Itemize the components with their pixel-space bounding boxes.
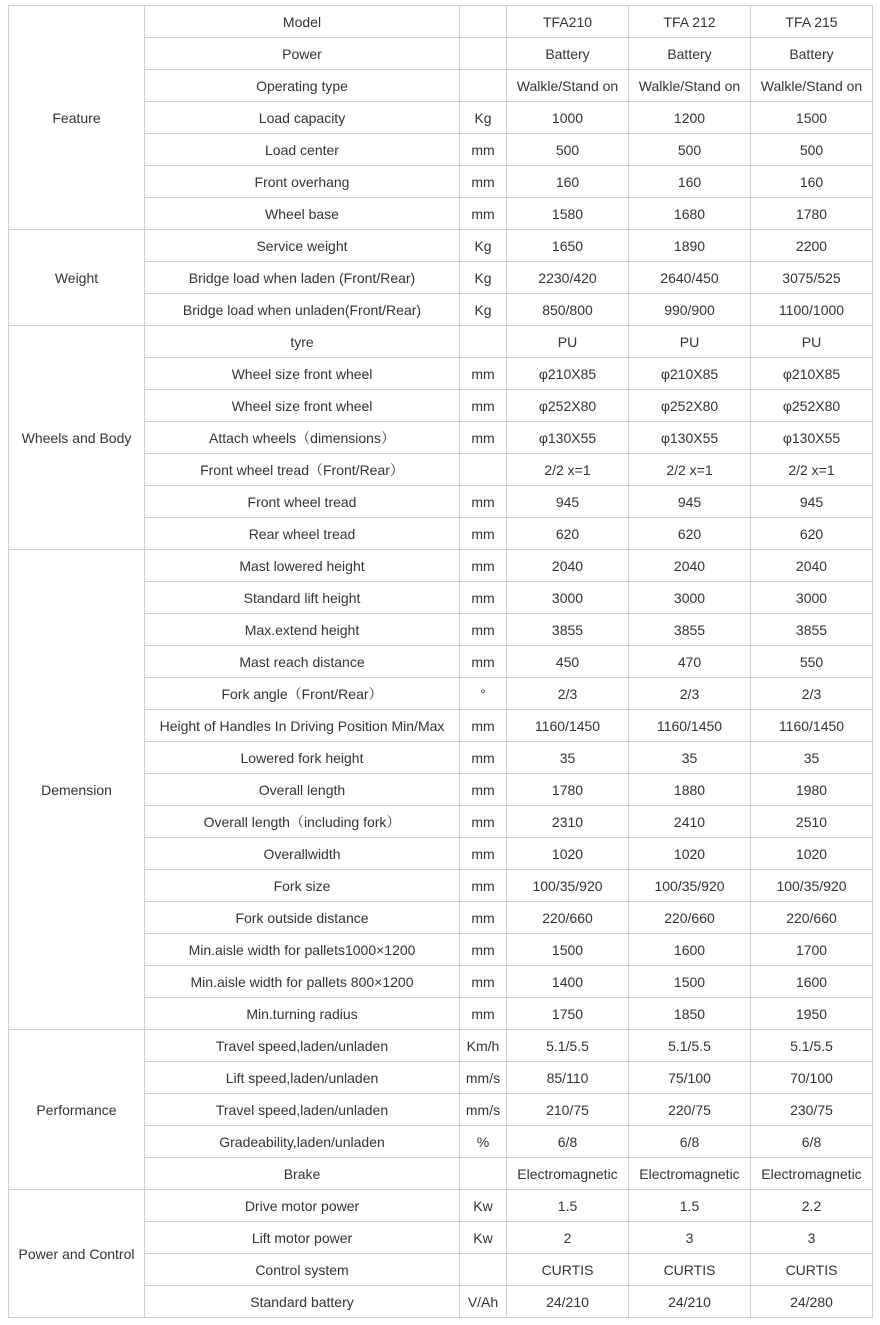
spec-value: Battery bbox=[507, 38, 629, 70]
spec-value: 945 bbox=[629, 486, 751, 518]
spec-value: 1600 bbox=[629, 934, 751, 966]
spec-value: 1780 bbox=[507, 774, 629, 806]
spec-value: 2/2 x=1 bbox=[629, 454, 751, 486]
spec-table-body bbox=[9, 6, 873, 1318]
spec-value: 1850 bbox=[629, 998, 751, 1030]
spec-unit: mm bbox=[460, 198, 507, 230]
spec-value: 24/280 bbox=[751, 1286, 873, 1318]
spec-value: Electromagnetic bbox=[751, 1158, 873, 1190]
spec-value: 1890 bbox=[629, 230, 751, 262]
spec-name: Service weight bbox=[145, 230, 460, 262]
table-row bbox=[9, 1030, 873, 1062]
spec-value: 2040 bbox=[629, 550, 751, 582]
spec-value: 2640/450 bbox=[629, 262, 751, 294]
spec-value: 1500 bbox=[629, 966, 751, 998]
spec-value: 2040 bbox=[751, 550, 873, 582]
spec-value: 1580 bbox=[507, 198, 629, 230]
spec-value: 620 bbox=[507, 518, 629, 550]
spec-value: 220/75 bbox=[629, 1094, 751, 1126]
spec-value: 2 bbox=[507, 1222, 629, 1254]
spec-name: Overallwidth bbox=[145, 838, 460, 870]
spec-value: PU bbox=[751, 326, 873, 358]
spec-unit: Kw bbox=[460, 1190, 507, 1222]
spec-name: Load capacity bbox=[145, 102, 460, 134]
spec-value: 220/660 bbox=[507, 902, 629, 934]
spec-name: Operating type bbox=[145, 70, 460, 102]
spec-value: 24/210 bbox=[629, 1286, 751, 1318]
spec-name: Height of Handles In Driving Position Min/Max bbox=[145, 710, 460, 742]
spec-unit: mm bbox=[460, 486, 507, 518]
spec-unit: mm bbox=[460, 390, 507, 422]
spec-unit: mm bbox=[460, 966, 507, 998]
spec-value: 1.5 bbox=[629, 1190, 751, 1222]
spec-name: Fork size bbox=[145, 870, 460, 902]
spec-value: 220/660 bbox=[629, 902, 751, 934]
spec-name: Mast lowered height bbox=[145, 550, 460, 582]
spec-value: 1980 bbox=[751, 774, 873, 806]
spec-unit bbox=[460, 38, 507, 70]
spec-value: 3855 bbox=[507, 614, 629, 646]
spec-name: tyre bbox=[145, 326, 460, 358]
group-label: Feature bbox=[9, 6, 145, 230]
spec-name: Overall length bbox=[145, 774, 460, 806]
group-label: Wheels and Body bbox=[9, 326, 145, 550]
spec-value: PU bbox=[507, 326, 629, 358]
spec-value: 160 bbox=[507, 166, 629, 198]
spec-value: 3855 bbox=[629, 614, 751, 646]
spec-name: Lift motor power bbox=[145, 1222, 460, 1254]
spec-unit: mm bbox=[460, 518, 507, 550]
spec-unit: Kg bbox=[460, 294, 507, 326]
spec-name: Min.turning radius bbox=[145, 998, 460, 1030]
spec-value: CURTIS bbox=[507, 1254, 629, 1286]
table-row bbox=[9, 550, 873, 582]
spec-value: 1880 bbox=[629, 774, 751, 806]
spec-unit: mm bbox=[460, 774, 507, 806]
spec-unit: Kw bbox=[460, 1222, 507, 1254]
spec-value: 1500 bbox=[751, 102, 873, 134]
spec-name: Brake bbox=[145, 1158, 460, 1190]
spec-value: 620 bbox=[629, 518, 751, 550]
spec-unit: mm bbox=[460, 934, 507, 966]
spec-value: PU bbox=[629, 326, 751, 358]
spec-value: Electromagnetic bbox=[629, 1158, 751, 1190]
group-label: Demension bbox=[9, 550, 145, 1030]
spec-value: 6/8 bbox=[507, 1126, 629, 1158]
spec-value: 550 bbox=[751, 646, 873, 678]
spec-value: 450 bbox=[507, 646, 629, 678]
spec-value: 1160/1450 bbox=[751, 710, 873, 742]
spec-unit: Kg bbox=[460, 230, 507, 262]
spec-value: CURTIS bbox=[751, 1254, 873, 1286]
spec-name: Bridge load when laden (Front/Rear) bbox=[145, 262, 460, 294]
spec-value: 1020 bbox=[629, 838, 751, 870]
spec-value: 1400 bbox=[507, 966, 629, 998]
spec-name: Power bbox=[145, 38, 460, 70]
spec-unit: Kg bbox=[460, 102, 507, 134]
spec-value: TFA 212 bbox=[629, 6, 751, 38]
spec-value: 2/3 bbox=[751, 678, 873, 710]
spec-name: Travel speed,laden/unladen bbox=[145, 1094, 460, 1126]
spec-unit: Kg bbox=[460, 262, 507, 294]
spec-unit: mm bbox=[460, 838, 507, 870]
spec-value: 3000 bbox=[507, 582, 629, 614]
spec-name: Gradeability,laden/unladen bbox=[145, 1126, 460, 1158]
spec-name: Wheel size front wheel bbox=[145, 358, 460, 390]
spec-name: Bridge load when unladen(Front/Rear) bbox=[145, 294, 460, 326]
spec-value: 620 bbox=[751, 518, 873, 550]
table-row bbox=[9, 6, 873, 38]
spec-name: Load center bbox=[145, 134, 460, 166]
spec-value: 1700 bbox=[751, 934, 873, 966]
spec-name: Control system bbox=[145, 1254, 460, 1286]
spec-value: 850/800 bbox=[507, 294, 629, 326]
spec-unit: mm bbox=[460, 614, 507, 646]
spec-name: Lowered fork height bbox=[145, 742, 460, 774]
spec-value: φ210X85 bbox=[629, 358, 751, 390]
spec-name: Lift speed,laden/unladen bbox=[145, 1062, 460, 1094]
spec-value: TFA210 bbox=[507, 6, 629, 38]
spec-unit: mm bbox=[460, 742, 507, 774]
spec-value: 6/8 bbox=[629, 1126, 751, 1158]
spec-value: 1000 bbox=[507, 102, 629, 134]
spec-unit bbox=[460, 70, 507, 102]
spec-unit bbox=[460, 454, 507, 486]
spec-value: Battery bbox=[629, 38, 751, 70]
spec-unit: mm bbox=[460, 582, 507, 614]
spec-name: Max.extend height bbox=[145, 614, 460, 646]
spec-value: 220/660 bbox=[751, 902, 873, 934]
spec-name: Standard lift height bbox=[145, 582, 460, 614]
spec-unit: mm bbox=[460, 806, 507, 838]
group-label: Power and Control bbox=[9, 1190, 145, 1318]
spec-unit: mm/s bbox=[460, 1094, 507, 1126]
spec-value: 3000 bbox=[751, 582, 873, 614]
spec-value: 470 bbox=[629, 646, 751, 678]
spec-value: 2410 bbox=[629, 806, 751, 838]
spec-unit bbox=[460, 6, 507, 38]
spec-value: 100/35/920 bbox=[629, 870, 751, 902]
spec-value: 500 bbox=[507, 134, 629, 166]
spec-value: Electromagnetic bbox=[507, 1158, 629, 1190]
spec-name: Drive motor power bbox=[145, 1190, 460, 1222]
spec-name: Front wheel tread bbox=[145, 486, 460, 518]
spec-value: φ130X55 bbox=[629, 422, 751, 454]
spec-value: TFA 215 bbox=[751, 6, 873, 38]
spec-value: 35 bbox=[629, 742, 751, 774]
spec-value: 1020 bbox=[507, 838, 629, 870]
spec-value: 2310 bbox=[507, 806, 629, 838]
spec-name: Mast reach distance bbox=[145, 646, 460, 678]
spec-value: 1160/1450 bbox=[629, 710, 751, 742]
spec-value: 3075/525 bbox=[751, 262, 873, 294]
spec-value: 70/100 bbox=[751, 1062, 873, 1094]
spec-value: 1500 bbox=[507, 934, 629, 966]
spec-value: Battery bbox=[751, 38, 873, 70]
spec-value: 500 bbox=[751, 134, 873, 166]
spec-value: 1200 bbox=[629, 102, 751, 134]
spec-unit: mm/s bbox=[460, 1062, 507, 1094]
spec-value: 100/35/920 bbox=[751, 870, 873, 902]
spec-unit: mm bbox=[460, 902, 507, 934]
spec-value: 1750 bbox=[507, 998, 629, 1030]
spec-value: 1680 bbox=[629, 198, 751, 230]
spec-value: 990/900 bbox=[629, 294, 751, 326]
spec-unit: Km/h bbox=[460, 1030, 507, 1062]
spec-name: Travel speed,laden/unladen bbox=[145, 1030, 460, 1062]
spec-value: 160 bbox=[751, 166, 873, 198]
spec-value: Walkle/Stand on bbox=[751, 70, 873, 102]
spec-unit: mm bbox=[460, 870, 507, 902]
spec-value: 2.2 bbox=[751, 1190, 873, 1222]
spec-value: 2510 bbox=[751, 806, 873, 838]
spec-name: Fork outside distance bbox=[145, 902, 460, 934]
spec-value: 945 bbox=[507, 486, 629, 518]
spec-value: 5.1/5.5 bbox=[629, 1030, 751, 1062]
group-label: Weight bbox=[9, 230, 145, 326]
spec-unit: mm bbox=[460, 358, 507, 390]
group-label: Performance bbox=[9, 1030, 145, 1190]
spec-value: 24/210 bbox=[507, 1286, 629, 1318]
spec-value: 5.1/5.5 bbox=[751, 1030, 873, 1062]
spec-value: 3 bbox=[629, 1222, 751, 1254]
spec-value: 945 bbox=[751, 486, 873, 518]
spec-unit bbox=[460, 1254, 507, 1286]
spec-value: 75/100 bbox=[629, 1062, 751, 1094]
spec-value: 1650 bbox=[507, 230, 629, 262]
spec-value: 2230/420 bbox=[507, 262, 629, 294]
spec-name: Rear wheel tread bbox=[145, 518, 460, 550]
spec-name: Attach wheels（dimensions） bbox=[145, 422, 460, 454]
spec-value: 5.1/5.5 bbox=[507, 1030, 629, 1062]
spec-value: Walkle/Stand on bbox=[629, 70, 751, 102]
spec-value: Walkle/Stand on bbox=[507, 70, 629, 102]
spec-value: 3000 bbox=[629, 582, 751, 614]
spec-unit: mm bbox=[460, 998, 507, 1030]
spec-value: φ130X55 bbox=[751, 422, 873, 454]
spec-value: 2/3 bbox=[629, 678, 751, 710]
spec-value: 3 bbox=[751, 1222, 873, 1254]
spec-value: 210/75 bbox=[507, 1094, 629, 1126]
spec-value: 3855 bbox=[751, 614, 873, 646]
spec-value: 2040 bbox=[507, 550, 629, 582]
table-row bbox=[9, 230, 873, 262]
spec-name: Front wheel tread（Front/Rear） bbox=[145, 454, 460, 486]
spec-value: 100/35/920 bbox=[507, 870, 629, 902]
spec-value: 35 bbox=[751, 742, 873, 774]
spec-name: Wheel base bbox=[145, 198, 460, 230]
spec-unit bbox=[460, 1158, 507, 1190]
spec-value: 500 bbox=[629, 134, 751, 166]
spec-value: 1020 bbox=[751, 838, 873, 870]
spec-unit: mm bbox=[460, 710, 507, 742]
spec-value: 1.5 bbox=[507, 1190, 629, 1222]
spec-name: Overall length（including fork） bbox=[145, 806, 460, 838]
spec-value: 1780 bbox=[751, 198, 873, 230]
spec-unit bbox=[460, 326, 507, 358]
spec-unit: mm bbox=[460, 550, 507, 582]
spec-value: 1600 bbox=[751, 966, 873, 998]
spec-value: 1100/1000 bbox=[751, 294, 873, 326]
spec-value: 6/8 bbox=[751, 1126, 873, 1158]
spec-unit: % bbox=[460, 1126, 507, 1158]
table-row bbox=[9, 326, 873, 358]
spec-unit: mm bbox=[460, 166, 507, 198]
spec-value: 2/3 bbox=[507, 678, 629, 710]
spec-value: 1160/1450 bbox=[507, 710, 629, 742]
spec-name: Fork angle（Front/Rear） bbox=[145, 678, 460, 710]
spec-name: Standard battery bbox=[145, 1286, 460, 1318]
spec-name: Wheel size front wheel bbox=[145, 390, 460, 422]
spec-value: 230/75 bbox=[751, 1094, 873, 1126]
spec-table bbox=[8, 5, 873, 1318]
spec-unit: V/Ah bbox=[460, 1286, 507, 1318]
spec-value: CURTIS bbox=[629, 1254, 751, 1286]
spec-value: φ252X80 bbox=[629, 390, 751, 422]
spec-value: 1950 bbox=[751, 998, 873, 1030]
spec-value: 35 bbox=[507, 742, 629, 774]
table-row bbox=[9, 1190, 873, 1222]
spec-unit: mm bbox=[460, 134, 507, 166]
spec-value: φ130X55 bbox=[507, 422, 629, 454]
spec-value: φ210X85 bbox=[751, 358, 873, 390]
spec-name: Model bbox=[145, 6, 460, 38]
spec-value: 160 bbox=[629, 166, 751, 198]
spec-value: 2/2 x=1 bbox=[507, 454, 629, 486]
spec-unit: ° bbox=[460, 678, 507, 710]
spec-name: Min.aisle width for pallets 800×1200 bbox=[145, 966, 460, 998]
spec-value: φ252X80 bbox=[751, 390, 873, 422]
spec-value: φ210X85 bbox=[507, 358, 629, 390]
spec-value: φ252X80 bbox=[507, 390, 629, 422]
spec-name: Min.aisle width for pallets1000×1200 bbox=[145, 934, 460, 966]
spec-value: 2200 bbox=[751, 230, 873, 262]
spec-value: 85/110 bbox=[507, 1062, 629, 1094]
spec-name: Front overhang bbox=[145, 166, 460, 198]
spec-unit: mm bbox=[460, 646, 507, 678]
spec-unit: mm bbox=[460, 422, 507, 454]
spec-value: 2/2 x=1 bbox=[751, 454, 873, 486]
